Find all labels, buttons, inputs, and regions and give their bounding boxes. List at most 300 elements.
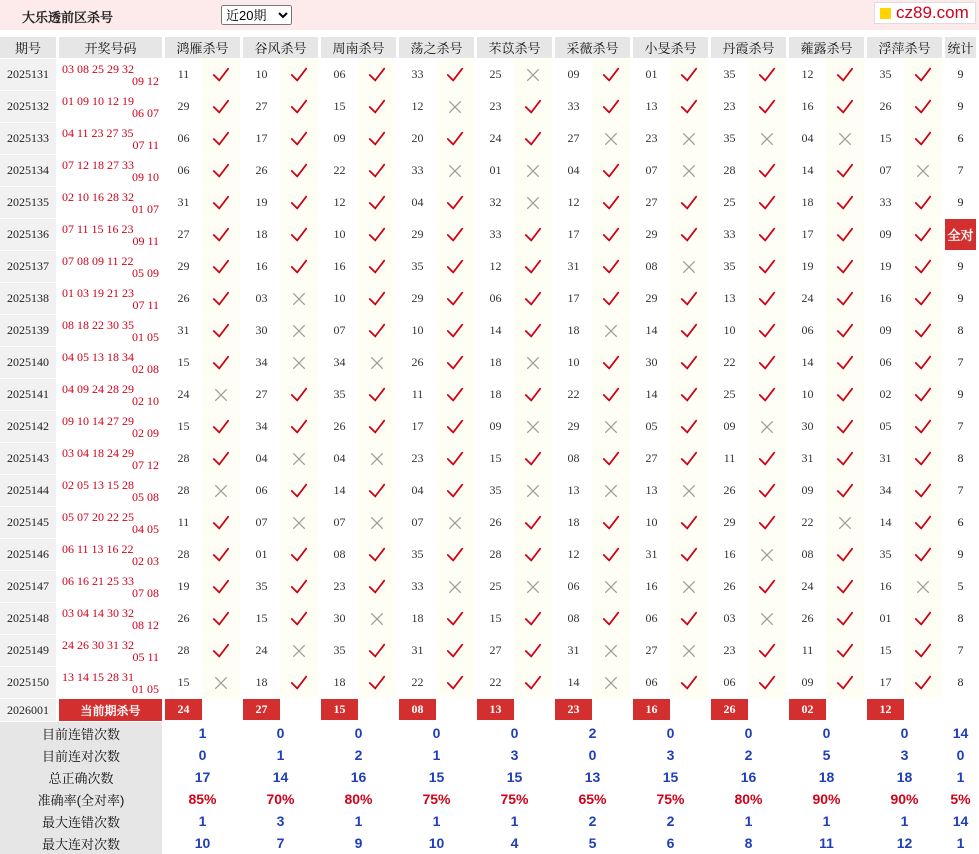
cross-icon [368,354,386,372]
stat-value: 3 [477,744,552,766]
cross-icon [446,514,464,532]
check-icon [212,162,230,180]
row-count: 7 [945,475,976,506]
check-icon [914,290,932,308]
check-icon [758,66,776,84]
kill-number: 31 [399,635,436,666]
kill-number: 08 [555,603,592,634]
cross-icon [680,258,698,276]
kill-number: 23 [711,91,748,122]
row-count: 8 [945,443,976,474]
result-right [202,91,240,122]
check-icon [914,514,932,532]
kill-number: 07 [243,507,280,538]
result-right [358,475,396,506]
stat-value: 15 [477,766,552,788]
check-icon [758,98,776,116]
check-icon [368,66,386,84]
draw-numbers [59,475,162,506]
check-icon [680,386,698,404]
cross-icon [758,546,776,564]
kill-number: 35 [399,539,436,570]
check-icon [602,450,620,468]
result-right [748,283,786,314]
result-right [748,475,786,506]
cross-icon [290,290,308,308]
row-count: 7 [945,155,976,186]
period-cell: 2025148 [0,603,56,634]
kill-number: 29 [555,411,592,442]
kill-number: 01 [867,603,904,634]
result-right [514,507,552,538]
front-numbers: 01 09 10 12 19 [62,93,134,108]
check-icon [524,226,542,244]
check-icon [836,354,854,372]
check-icon [290,610,308,628]
kill-number: 27 [633,443,670,474]
result-right [436,219,474,250]
check-icon [290,578,308,596]
result-wrong [514,411,552,442]
result-right [280,571,318,602]
kill-number: 19 [165,571,202,602]
result-right [670,443,708,474]
draw-numbers [59,667,162,698]
kill-number: 05 [867,411,904,442]
kill-number: 16 [867,571,904,602]
check-icon [212,418,230,436]
result-right [670,603,708,634]
result-right [358,571,396,602]
current-kill-number: 08 [399,699,436,720]
period-cell: 2025134 [0,155,56,186]
stat-value: 2 [321,744,396,766]
result-right [436,315,474,346]
result-wrong [514,187,552,218]
draw-numbers [59,91,162,122]
result-wrong [358,347,396,378]
kill-number: 07 [633,155,670,186]
result-right [436,283,474,314]
stat-value: 4 [477,832,552,854]
kill-number: 24 [243,635,280,666]
stat-value: 0 [555,744,630,766]
check-icon [290,386,308,404]
result-right [358,315,396,346]
kill-number: 28 [165,475,202,506]
result-right [592,155,630,186]
stat-value: 14 [243,766,318,788]
kill-number: 17 [789,219,826,250]
check-icon [602,194,620,212]
check-icon [836,194,854,212]
result-right [826,59,864,90]
current-kill-number: 24 [165,699,202,720]
current-count [945,699,976,721]
result-right [436,475,474,506]
check-icon [446,450,464,468]
result-right [514,91,552,122]
result-wrong [514,155,552,186]
draw-numbers [59,379,162,410]
check-icon [524,386,542,404]
result-wrong [436,91,474,122]
result-right [436,123,474,154]
kill-number: 01 [633,59,670,90]
check-icon [368,386,386,404]
result-right [826,475,864,506]
check-icon [212,66,230,84]
check-icon [680,546,698,564]
kill-number: 22 [399,667,436,698]
page-title: 大乐透前区杀号 [22,10,114,25]
stat-value: 8 [711,832,786,854]
period-cell: 2025138 [0,283,56,314]
back-numbers: 09 12 [132,73,159,88]
draw-numbers [59,539,162,570]
kill-number: 22 [789,507,826,538]
back-numbers: 01 07 [132,201,159,216]
check-icon [914,322,932,340]
stat-value: 13 [555,766,630,788]
result-right [826,539,864,570]
result-right [202,635,240,666]
stat-value: 0 [399,722,474,744]
site-logo[interactable] [874,2,976,24]
back-numbers: 09 11 [132,233,159,248]
current-kill-number: 27 [243,699,280,720]
back-numbers: 09 10 [132,169,159,184]
kill-number: 15 [243,603,280,634]
kill-number: 04 [243,443,280,474]
kill-number: 23 [711,635,748,666]
result-wrong [514,347,552,378]
kill-number: 06 [633,667,670,698]
result-right [358,539,396,570]
cross-icon [836,514,854,532]
result-wrong [358,603,396,634]
kill-number: 27 [243,91,280,122]
check-icon [758,162,776,180]
current-period: 2026001 [0,699,56,721]
stat-value: 5 [789,744,864,766]
kill-number: 26 [711,571,748,602]
kill-number: 13 [555,475,592,506]
stat-label: 总正确次数 [0,766,162,788]
col-header-expert: 谷风杀号 [243,37,318,58]
result-right [514,603,552,634]
result-right [748,507,786,538]
kill-number: 06 [633,603,670,634]
check-icon [758,258,776,276]
result-right [904,603,942,634]
result-right [670,539,708,570]
stat-label: 最大连错次数 [0,810,162,832]
result-right [436,635,474,666]
stat-value: 1 [789,810,864,832]
result-right [826,411,864,442]
cross-icon [290,514,308,532]
kill-number: 23 [633,123,670,154]
result-right [748,571,786,602]
kill-number: 11 [165,507,202,538]
check-icon [290,162,308,180]
stat-value: 0 [789,722,864,744]
check-icon [680,98,698,116]
front-numbers: 04 11 23 27 35 [62,125,134,140]
kill-number: 31 [555,635,592,666]
check-icon [602,514,620,532]
back-numbers: 02 10 [132,393,159,408]
result-right [670,219,708,250]
kill-number: 35 [711,59,748,90]
kill-number: 03 [711,603,748,634]
result-right [826,251,864,282]
result-right [280,475,318,506]
stat-value: 17 [165,766,240,788]
check-icon [212,194,230,212]
kill-number: 06 [555,571,592,602]
kill-number: 16 [321,251,358,282]
stat-label: 目前连错次数 [0,722,162,744]
check-icon [758,642,776,660]
check-icon [914,386,932,404]
stat-value: 0 [633,722,708,744]
result-right [904,507,942,538]
check-icon [368,546,386,564]
check-icon [758,194,776,212]
cross-icon [680,642,698,660]
kill-number: 35 [711,123,748,154]
kill-number: 18 [555,315,592,346]
draw-numbers [59,59,162,90]
check-icon [212,546,230,564]
row-count: 9 [945,379,976,410]
cross-icon [212,386,230,404]
result-right [514,635,552,666]
stat-value: 2 [555,810,630,832]
kill-number: 06 [711,667,748,698]
kill-number: 35 [321,635,358,666]
front-numbers: 13 14 15 28 31 [62,669,134,684]
result-right [670,283,708,314]
stat-total: 14 [945,810,976,832]
check-icon [446,130,464,148]
stat-label: 准确率(全对率) [0,788,162,810]
kill-number: 11 [711,443,748,474]
front-numbers: 04 09 24 28 29 [62,381,134,396]
result-right [436,379,474,410]
front-numbers: 04 05 13 18 34 [62,349,134,364]
top-bar [0,0,979,30]
check-icon [914,482,932,500]
result-wrong [592,475,630,506]
result-right [358,91,396,122]
stat-value: 85% [165,788,240,810]
result-wrong [436,571,474,602]
kill-number: 26 [477,507,514,538]
kill-number: 10 [243,59,280,90]
back-numbers: 01 05 [132,329,159,344]
result-right [202,315,240,346]
check-icon [914,450,932,468]
check-icon [836,322,854,340]
check-icon [212,226,230,244]
back-numbers: 08 12 [132,617,159,632]
row-count: 7 [945,411,976,442]
result-wrong [280,347,318,378]
kill-number: 33 [399,59,436,90]
period-cell: 2025136 [0,219,56,250]
stat-value: 3 [243,810,318,832]
col-header-expert: 采薇杀号 [555,37,630,58]
check-icon [602,66,620,84]
kill-number: 10 [633,507,670,538]
stat-value: 2 [711,744,786,766]
result-right [904,635,942,666]
result-right [904,539,942,570]
kill-number: 18 [789,187,826,218]
check-icon [836,162,854,180]
result-right [670,411,708,442]
stat-value: 1 [165,810,240,832]
kill-number: 04 [399,187,436,218]
cross-icon [368,450,386,468]
cross-icon [368,610,386,628]
kill-number: 28 [711,155,748,186]
kill-number: 30 [321,603,358,634]
kill-number: 14 [633,315,670,346]
result-right [904,123,942,154]
kill-number: 10 [555,347,592,378]
result-right [592,187,630,218]
result-wrong [904,155,942,186]
kill-number: 29 [165,251,202,282]
front-numbers: 07 12 18 27 33 [62,157,134,172]
draw-numbers [59,603,162,634]
row-count: 9 [945,251,976,282]
period-range-select[interactable] [221,5,292,25]
kill-number: 29 [633,219,670,250]
stat-value: 80% [321,788,396,810]
stat-value: 1 [477,810,552,832]
check-icon [836,450,854,468]
stat-label: 最大连对次数 [0,832,162,854]
check-icon [446,418,464,436]
kill-number: 15 [165,411,202,442]
check-icon [290,546,308,564]
result-right [436,443,474,474]
check-icon [836,290,854,308]
check-icon [446,642,464,660]
result-wrong [358,507,396,538]
kill-number: 17 [555,219,592,250]
result-right [826,571,864,602]
kill-number: 28 [477,539,514,570]
stat-value: 0 [243,722,318,744]
cross-icon [680,162,698,180]
result-right [748,155,786,186]
result-right [514,219,552,250]
kill-number: 26 [243,155,280,186]
stat-value: 0 [321,722,396,744]
result-right [826,443,864,474]
cross-icon [524,354,542,372]
check-icon [446,322,464,340]
kill-number: 35 [477,475,514,506]
row-count: 6 [945,507,976,538]
kill-number: 07 [321,507,358,538]
period-cell: 2025147 [0,571,56,602]
back-numbers: 07 12 [132,457,159,472]
kill-number: 08 [555,443,592,474]
check-icon [680,514,698,532]
check-icon [368,642,386,660]
stat-value: 0 [165,744,240,766]
front-numbers: 03 04 14 30 32 [62,605,134,620]
check-icon [368,322,386,340]
check-icon [680,66,698,84]
check-icon [290,258,308,276]
result-wrong [514,59,552,90]
kill-number: 18 [321,667,358,698]
kill-number: 09 [867,315,904,346]
result-wrong [202,667,240,698]
result-right [358,251,396,282]
kill-number: 35 [243,571,280,602]
cross-icon [836,130,854,148]
check-icon [368,482,386,500]
result-right [202,187,240,218]
stat-value: 80% [711,788,786,810]
result-right [748,251,786,282]
check-icon [602,354,620,372]
back-numbers: 07 08 [132,585,159,600]
kill-number: 35 [321,379,358,410]
kill-number: 26 [789,603,826,634]
result-right [280,123,318,154]
kill-number: 31 [867,443,904,474]
stat-total: 5% [945,788,976,810]
result-right [592,603,630,634]
kill-number: 33 [867,187,904,218]
cross-icon [524,578,542,596]
check-icon [212,290,230,308]
kill-number: 13 [633,475,670,506]
result-wrong [358,443,396,474]
check-icon [836,578,854,596]
stat-value: 3 [867,744,942,766]
result-right [904,315,942,346]
row-count: 8 [945,667,976,698]
kill-number: 10 [321,219,358,250]
result-right [826,219,864,250]
result-right [670,187,708,218]
period-cell: 2025145 [0,507,56,538]
check-icon [758,322,776,340]
check-icon [368,98,386,116]
cross-icon [524,194,542,212]
check-icon [446,482,464,500]
result-right [826,635,864,666]
result-right [670,91,708,122]
result-right [436,59,474,90]
back-numbers: 05 08 [132,489,159,504]
check-icon [758,514,776,532]
result-right [436,347,474,378]
result-right [904,475,942,506]
result-right [670,59,708,90]
